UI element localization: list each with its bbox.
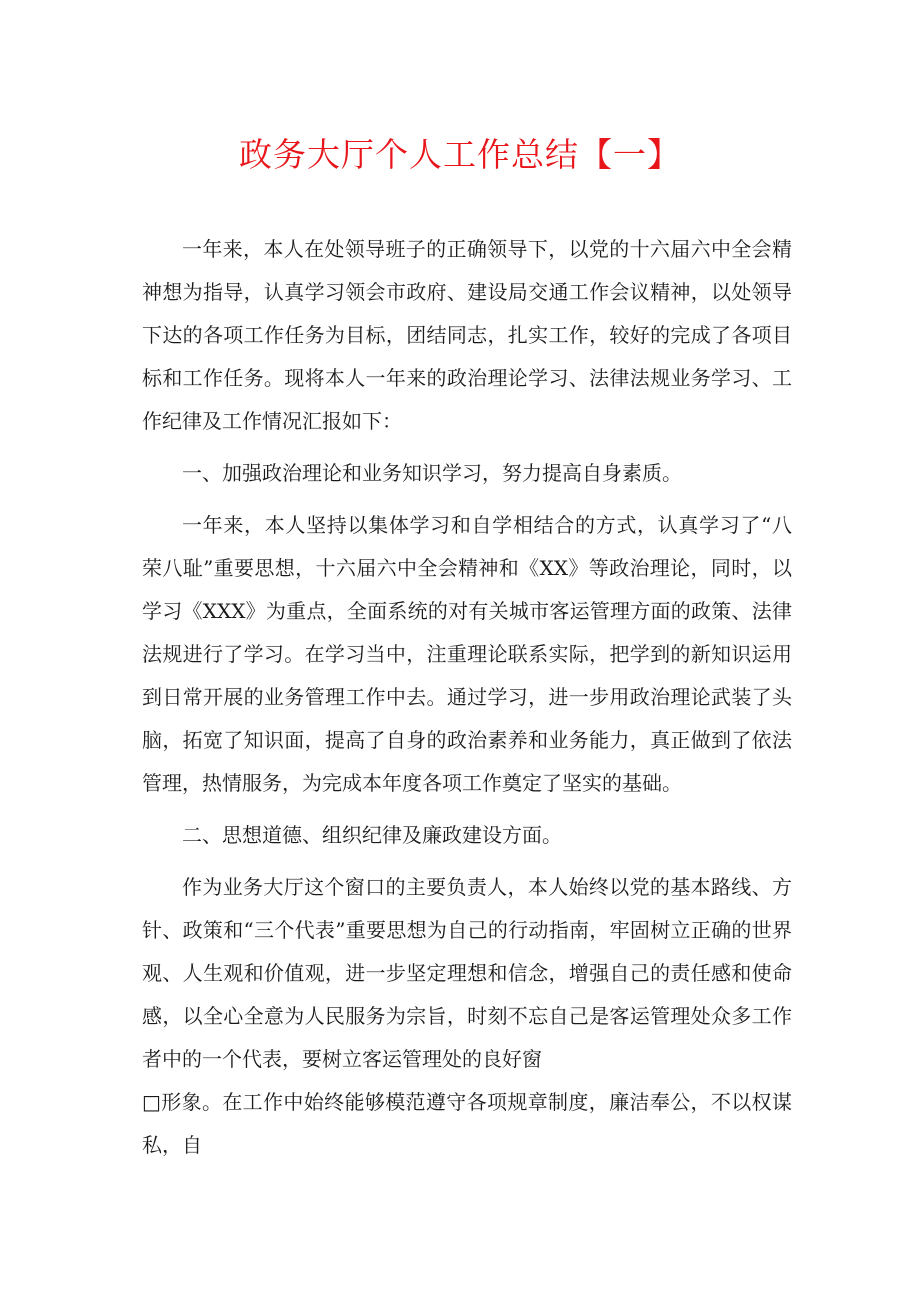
paragraph-section-2: 作为业务大厅这个窗口的主要负责人，本人始终以党的基本路线、方针、政策和“三个代表”重要思想为自己的行动指南，牢固树立正确的世界观、人生观和价值观，进一步坚定理想和信念，增强自己的责任感和使命感，以全心全意为人民服务为宗旨，时刻不忘自己是客运管理处众多工作者中的一个代表，要树立客运管理处的良好窗: [142, 875, 792, 1071]
paragraph-continuation: □形象。在工作中始终能够模范遵守各项规章制度，廉洁奉公，不以权谋私，自: [142, 1090, 792, 1157]
heading-section-2: 二、思想道德、组织纪律及廉政建设方面。: [182, 823, 562, 847]
paragraph-intro: 一年来，本人在处领导班子的正确领导下，以党的十六届六中全会精神想为指导，认真学习领会市政府、建设局交通工作会议精神，以处领导下达的各项工作任务为目标，团结同志，扎实工作，较好的完成了各项目标和工作任务。现将本人一年来的政治理论学习、法律法规业务学习、工作纪律及工作情况汇报如下：: [142, 237, 792, 433]
paragraph-section-1: 一年来，本人坚持以集体学习和自学相结合的方式，认真学习了“八荣八耻”重要思想，十六届六中全会精神和《XX》等政治理论，同时，以学习《XXX》为重点，全面系统的对有关城市客运管理方面的政策、法律法规进行了学习。在学习当中，注重理论联系实际，把学到的新知识运用到日常开展的业务管理工作中去。通过学习，进一步用政治理论武装了头脑，拓宽了知识面，提高了自身的政治素养和业务能力，真正做到了依法管理，热情服务，为完成本年度各项工作奠定了坚实的基础。: [142, 513, 792, 795]
document-body: [142, 228, 792, 1167]
document-title: 政务大厅个人工作总结【一】: [239, 135, 681, 174]
heading-section-1: 一、加强政治理论和业务知识学习，努力提高自身素质。: [182, 461, 682, 485]
